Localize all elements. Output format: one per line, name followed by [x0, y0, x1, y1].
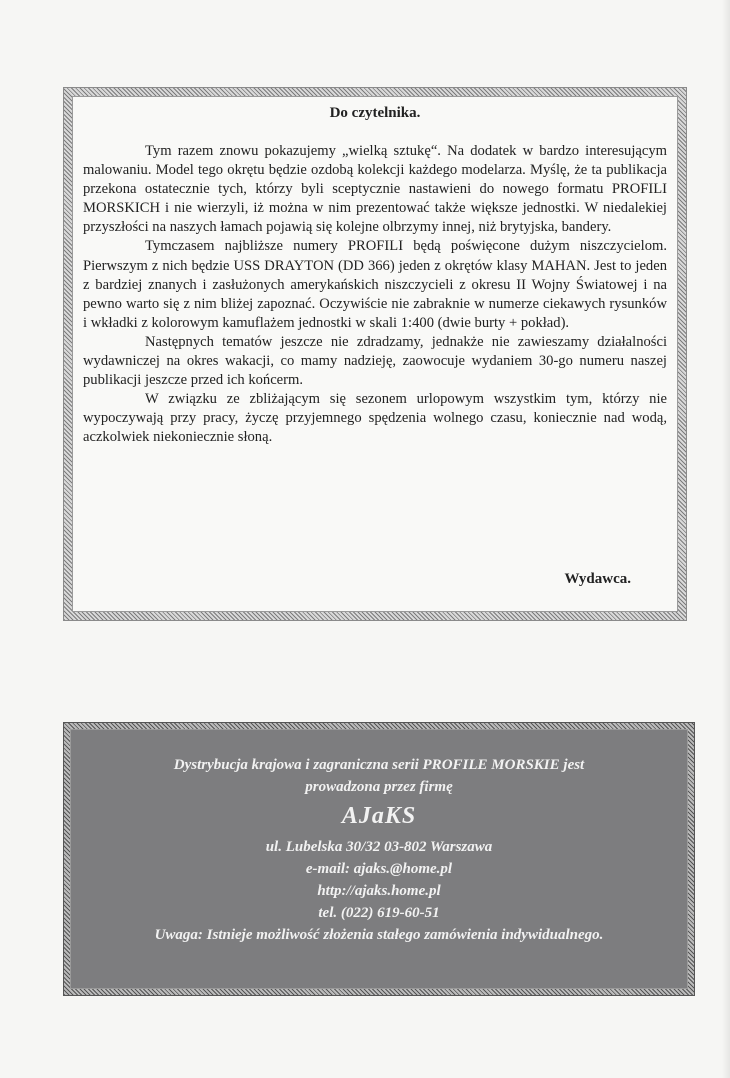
- letter-title: Do czytelnika.: [329, 105, 421, 121]
- letter-box: [72, 96, 678, 612]
- letter-paragraph-2: Tymczasem najbliższe numery PROFILI będą poświęcone dużym niszczycielom. Pierwszym z nich będzie USS DRAYTON (DD 366) jeden z okrętów klasy MAHAN. Jest to jeden z bardziej znanych i zasłużonych amerykańskich niszczycieli z okresu II Wojny Światowej i na pewno warto się z nim bliżej zapoznać. Oczywiście nie zabraknie w numerze ciekawych rysunków i wkładki z kolorowym kamuflażem jednostki w skali 1:400 (dwie burty + pokład).: [83, 238, 667, 331]
- page-edge: [722, 0, 730, 1078]
- distribution-box: [70, 729, 688, 989]
- letter-frame: [64, 88, 686, 620]
- company-email: e-mail: ajaks.@home.pl: [305, 861, 453, 877]
- company-website: http://ajaks.home.pl: [317, 883, 441, 899]
- letter-body: [83, 142, 667, 448]
- distribution-line-2: prowadzona przez firmę: [305, 779, 453, 795]
- distribution-frame: [64, 723, 694, 995]
- company-address: ul. Lubelska 30/32 03-802 Warszawa: [265, 839, 493, 855]
- company-name: AJaKS: [341, 803, 417, 829]
- order-note: Uwaga: Istnieje możliwość złożenia stałego zamówienia indywidualnego.: [154, 927, 604, 943]
- letter-paragraph-3: Następnych tematów jeszcze nie zdradzamy, jednakże nie zawieszamy działalności wydawniczej na okres wakacji, co mamy nadzieję, zaowocuje wydaniem 30-go numeru naszej publikacji jeszcze przed ich końcerm.: [83, 333, 667, 389]
- letter-signature: Wydawca.: [564, 571, 631, 587]
- letter-paragraph-1: Tym razem znowu pokazujemy „wielką sztukę“. Na dodatek w bardzo interesującym malowaniu. Model tego okrętu będzie ozdobą kolekcji każdego modelarza. Myślę, że ta publikacja przekona ostatecznie tych, którzy byli sceptycznie nastawieni do nowego formatu PROFILI MORSKICH i nie wierzyli, iż można w nim prezentować także większe jednostki. W niedalekiej przyszłości na naszych łamach pojawią się kolejne olbrzymy innej, niż brytyjska, bandery.: [83, 143, 667, 236]
- company-phone: tel. (022) 619-60-51: [318, 905, 440, 921]
- letter-paragraph-4: W związku ze zbliżającym się sezonem urlopowym wszystkim tym, którzy nie wypoczywają przy pracy, życzę przyjemnego spędzenia wolnego czasu, koniecznie nad wodą, aczkolwiek niekoniecznie słoną.: [83, 391, 667, 446]
- distribution-line-1: Dystrybucja krajowa i zagraniczna serii PROFILE MORSKIE jest: [173, 757, 585, 773]
